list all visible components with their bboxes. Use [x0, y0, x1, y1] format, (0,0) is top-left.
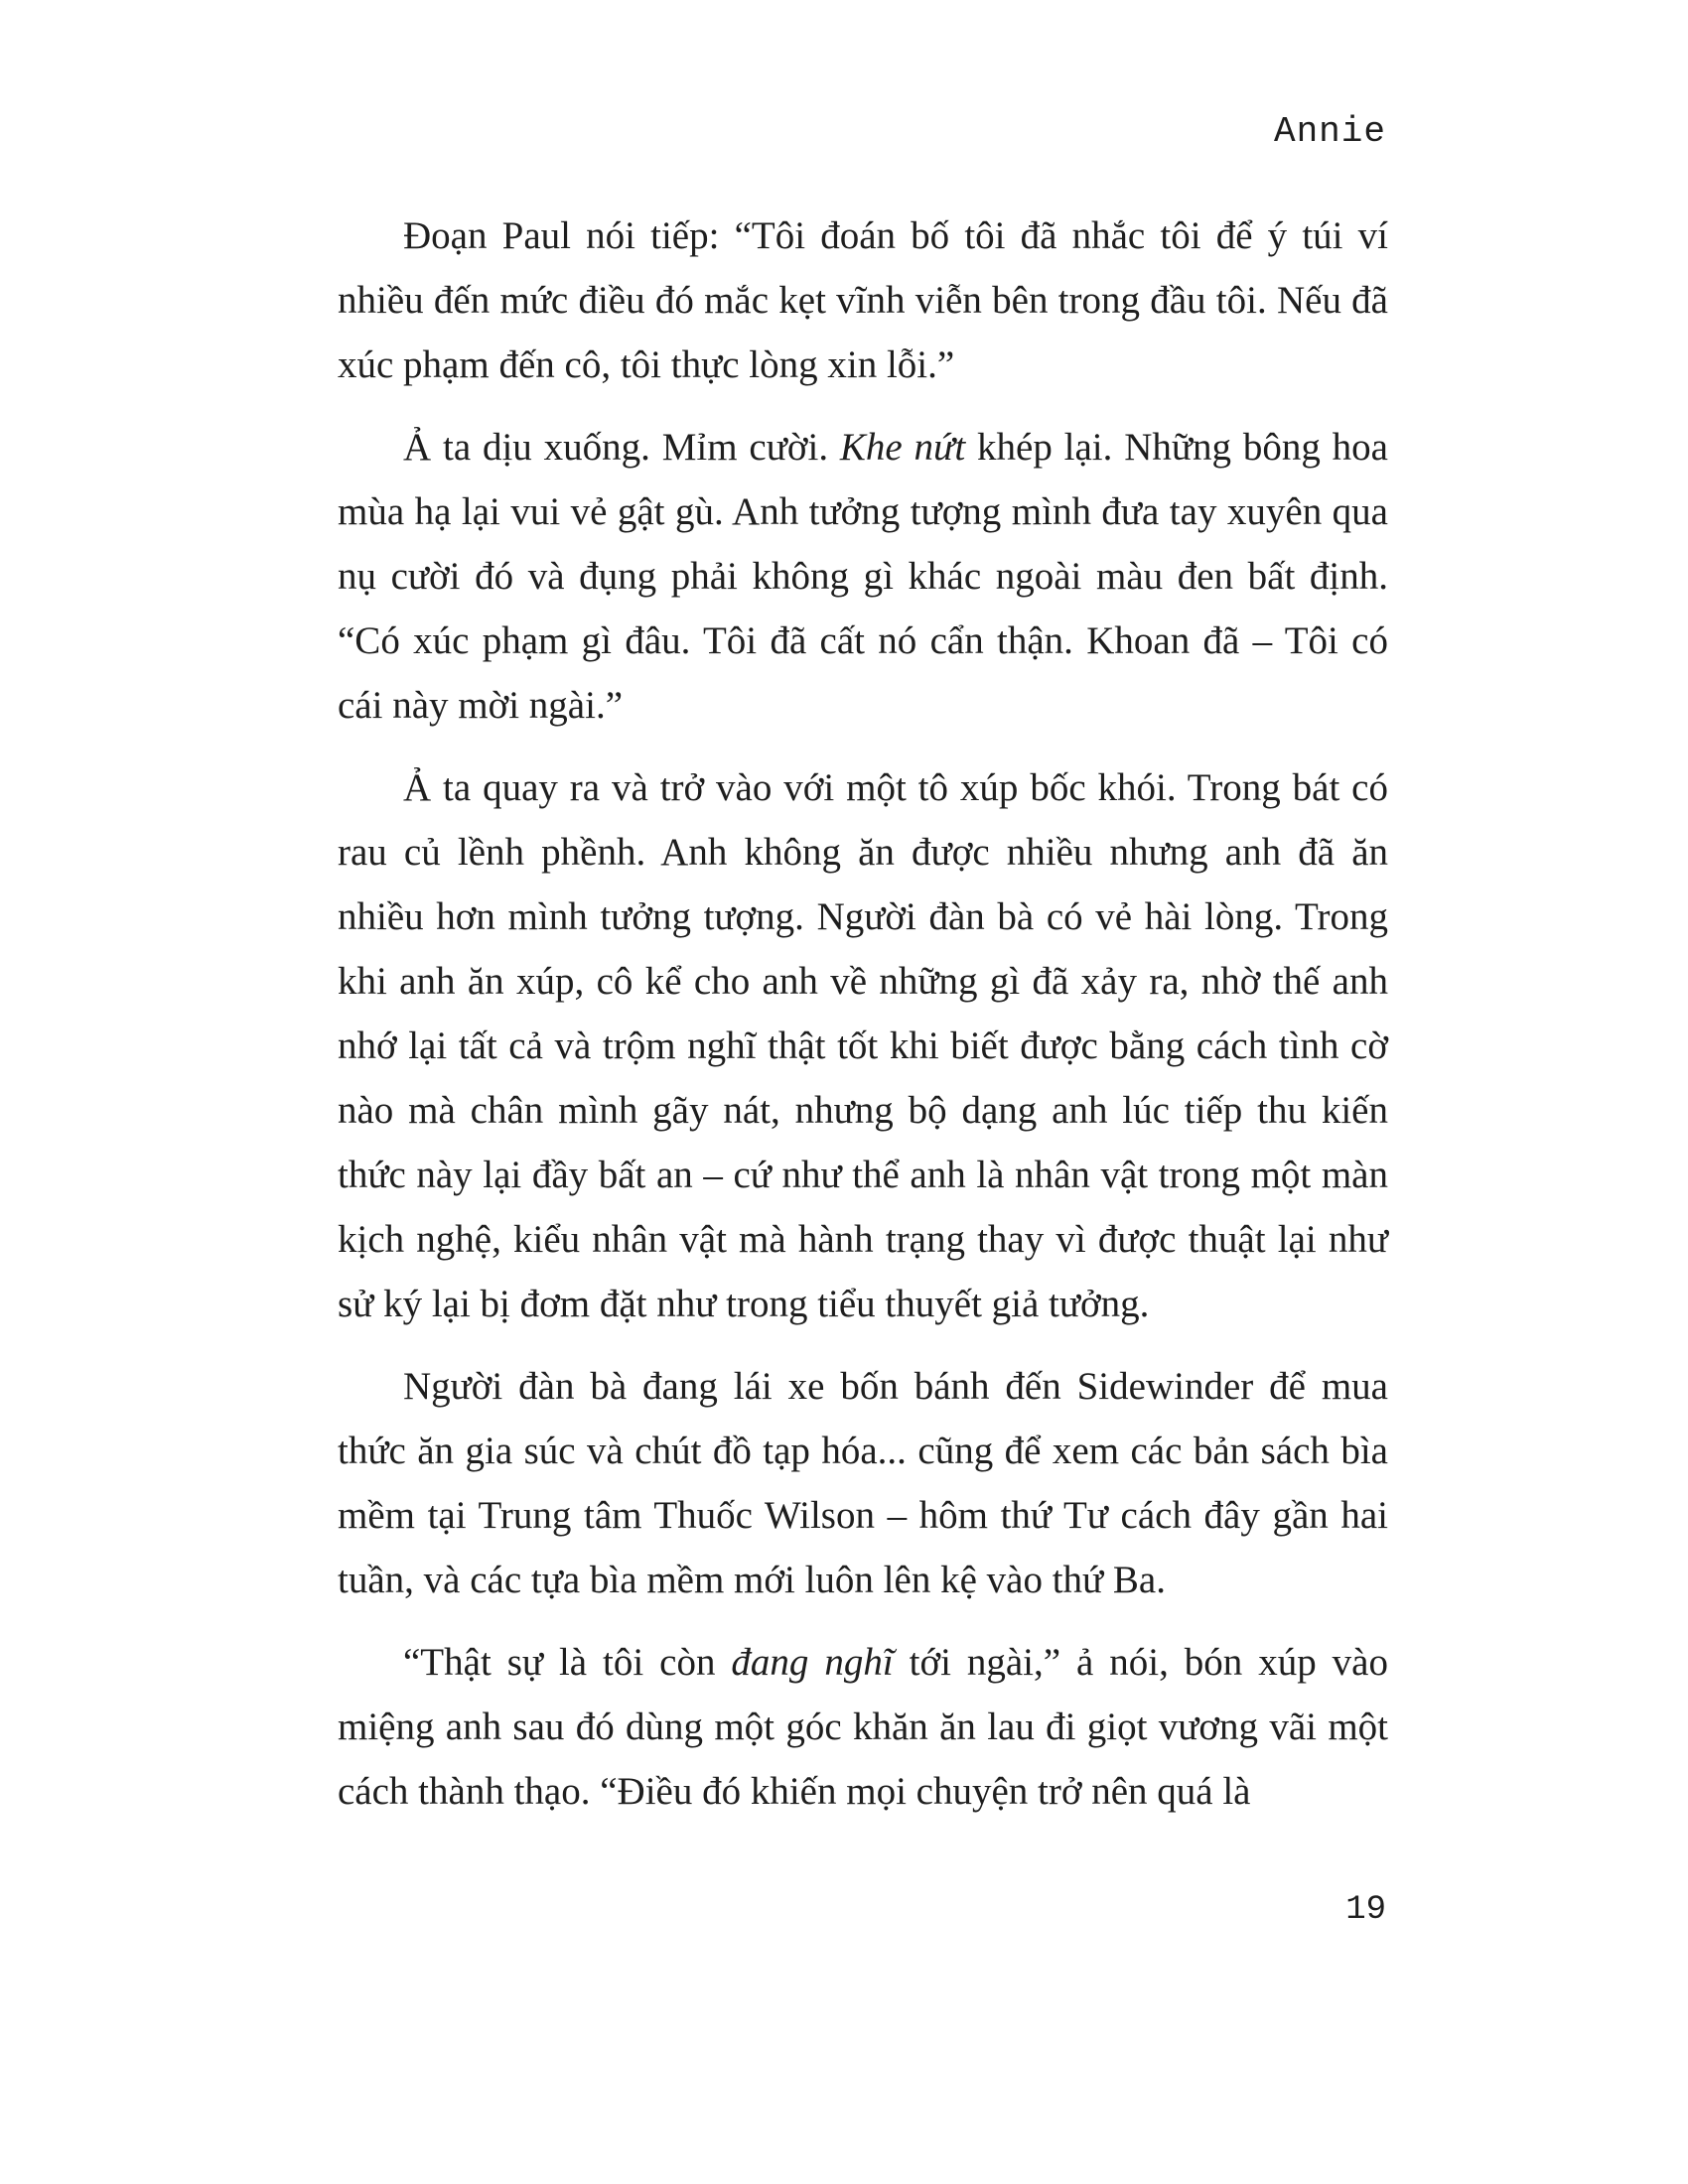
- paragraph: [338, 755, 1388, 1336]
- italic-text-run: đang nghĩ: [731, 1641, 894, 1684]
- paragraph: [338, 204, 1388, 397]
- text-run: tới ngài,” ả nói, bón xúp vào miệng anh sau đó dùng một góc khăn ăn lau đi giọt vương vãi một cách thành thạo. “Điều đó khiến mọi chuyện trở nên quá là: [338, 1641, 1388, 1813]
- text-run: khép lại. Những bông hoa mùa hạ lại vui vẻ gật gù. Anh tưởng tượng mình đưa tay xuyên qua nụ cười đó và đụng phải không gì khác ngoài màu đen bất định. “Có xúc phạm gì đâu. Tôi đã cất nó cẩn thận. Khoan đã – Tôi có cái này mời ngài.”: [338, 426, 1388, 727]
- paragraph: [338, 1630, 1388, 1824]
- text-run: Đoạn Paul nói tiếp: “Tôi đoán bố tôi đã nhắc tôi để ý túi ví nhiều đến mức điều đó mắc kẹt vĩnh viễn bên trong đầu tôi. Nếu đã xúc phạm đến cô, tôi thực lòng xin lỗi.”: [338, 214, 1388, 386]
- text-run: “Thật sự là tôi còn: [403, 1641, 732, 1684]
- running-header: Annie: [1273, 111, 1386, 152]
- italic-text-run: Khe nứt: [839, 426, 966, 469]
- paragraph: [338, 1354, 1388, 1612]
- body-text: [338, 204, 1388, 1842]
- text-run: Người đàn bà đang lái xe bốn bánh đến Sidewinder để mua thức ăn gia súc và chút đồ tạp hóa... cũng để xem các bản sách bìa mềm tại Trung tâm Thuốc Wilson – hôm thứ Tư cách đây gần hai tuần, và các tựa bìa mềm mới luôn lên kệ vào thứ Ba.: [338, 1365, 1388, 1601]
- page-number: 19: [1345, 1891, 1386, 1929]
- paragraph: [338, 415, 1388, 738]
- text-run: Ả ta quay ra và trở vào với một tô xúp bốc khói. Trong bát có rau củ lềnh phềnh. Anh không ăn được nhiều nhưng anh đã ăn nhiều hơn mình tưởng tượng. Người đàn bà có vẻ hài lòng. Trong khi anh ăn xúp, cô kể cho anh về những gì đã xảy ra, nhờ thế anh nhớ lại tất cả và trộm nghĩ thật tốt khi biết được bằng cách tình cờ nào mà chân mình gãy nát, nhưng bộ dạng anh lúc tiếp thu kiến thức này lại đầy bất an – cứ như thể anh là nhân vật trong một màn kịch nghệ, kiểu nhân vật mà hành trạng thay vì được thuật lại như sử ký lại bị đơm đặt như trong tiểu thuyết giả tưởng.: [338, 766, 1388, 1325]
- text-run: Ả ta dịu xuống. Mỉm cười.: [403, 426, 840, 469]
